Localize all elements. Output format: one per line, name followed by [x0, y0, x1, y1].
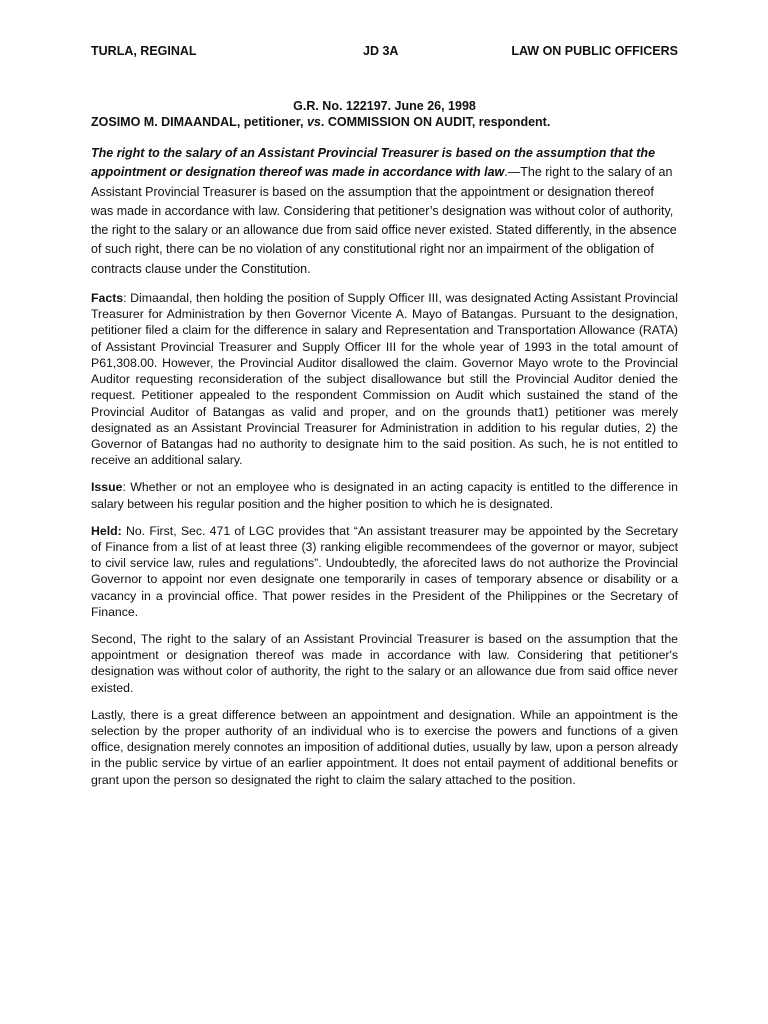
second-paragraph: Second, The right to the salary of an Assistant Provincial Treasurer is based on the assumption that the appointment or designation thereof was made in accordance with law. Considering that petitioner's designation was without color of authority, the right to the salary or an allowance due from said office never existed. [91, 631, 678, 695]
facts-paragraph [91, 290, 678, 468]
lastly-paragraph: Lastly, there is a great difference between an appointment and designation. While an appointment is the selection by the proper authority of an individual who is to exercise the powers and functions of a given office, designation merely connotes an imposition of additional duties, usually by law, upon a person already in the public service by virtue of an earlier appointment. It does not entail payment of additional benefits or grant upon the person so designated the right to claim the salary attached to the position. [91, 707, 678, 787]
syllabus-lead: The right to the salary of an Assistant Provincial Treasurer is based on the assumption that the appointment or designation thereof was made in accordance with law [91, 146, 656, 180]
header-section: JD 3A [363, 44, 399, 58]
held-paragraph [91, 523, 678, 620]
facts-label: Facts [91, 291, 124, 306]
held-text: No. First, Sec. 471 of LGC provides that “An assistant treasurer may be appointed by the Secretary of Finance from a list of at least three (3) ranking eligible recommendees of the governor or mayor, subject to civil service law, rules and regulations”. Undoubtedly, the aforecited laws do not authorize the Provincial Governor to appoint nor even designate one temporarily in cases of temporary absence or disability or a vacancy in a provincial office. That power resides in the President of the Philippines or the Secretary of Finance. [91, 523, 678, 619]
page-header [91, 44, 678, 64]
header-course: LAW ON PUBLIC OFFICERS [511, 44, 678, 58]
document-page [91, 44, 678, 788]
case-title [91, 98, 678, 130]
petitioner-name: ZOSIMO M. DIMAANDAL, petitioner, [91, 115, 304, 129]
syllabus-body: .—The right to the salary of an Assistant Provincial Treasurer is based on the assumption that the appointment or designation thereof was made in accordance with law. Considering that petitioner’s designation was without color of authority, the right to the salary or an allowance due from said office never existed. Stated differently, in the absence of such right, there can be no violation of any constitutional right nor an impairment of the obligation of contracts clause under the Constitution. [91, 165, 677, 276]
issue-label: Issue [91, 480, 123, 495]
issue-paragraph [91, 479, 678, 511]
case-parties [91, 114, 678, 130]
case-number: G.R. No. 122197. June 26, 1998 [293, 99, 476, 113]
header-author: TURLA, REGINAL [91, 44, 197, 58]
held-label: Held: [91, 523, 122, 538]
issue-text: : Whether or not an employee who is designated in an acting capacity is entitled to the difference in salary between his regular position and the higher position to which he is designated. [91, 480, 678, 511]
syllabus-paragraph [91, 144, 678, 279]
respondent-name: . COMMISSION ON AUDIT, respondent. [320, 115, 551, 129]
versus-label: vs [306, 115, 321, 129]
facts-text: : Dimaandal, then holding the position of Supply Officer III, was designated Acting Assistant Provincial Treasurer for Administration by then Governor Vicente A. Mayo of Batangas. Pursuant to the designation, petitioner filed a claim for the difference in salary and Representation and Transportation Allowance (RATA) of Assistant Provincial Treasurer and Supply Officer III for the whole year of 1993 in the total amount of P61,308.00. However, the Provincial Auditor disallowed the claim. Governor Mayo wrote to the Provincial Auditor requesting reconsideration of the subject disallowance but still the Provincial Auditor denied the request. Petitioner appealed to the respondent Commission on Audit which sustained the stand of the Provincial Auditor of Batangas as valid and proper, and on the grounds that1) petitioner was merely designated as an Assistant Provincial Treasurer for Administration in addition to his regular duties, 2) the Governor of Batangas had no authority to designate him to the said position. As such, he is not entitled to receive an additional salary. [91, 291, 678, 468]
